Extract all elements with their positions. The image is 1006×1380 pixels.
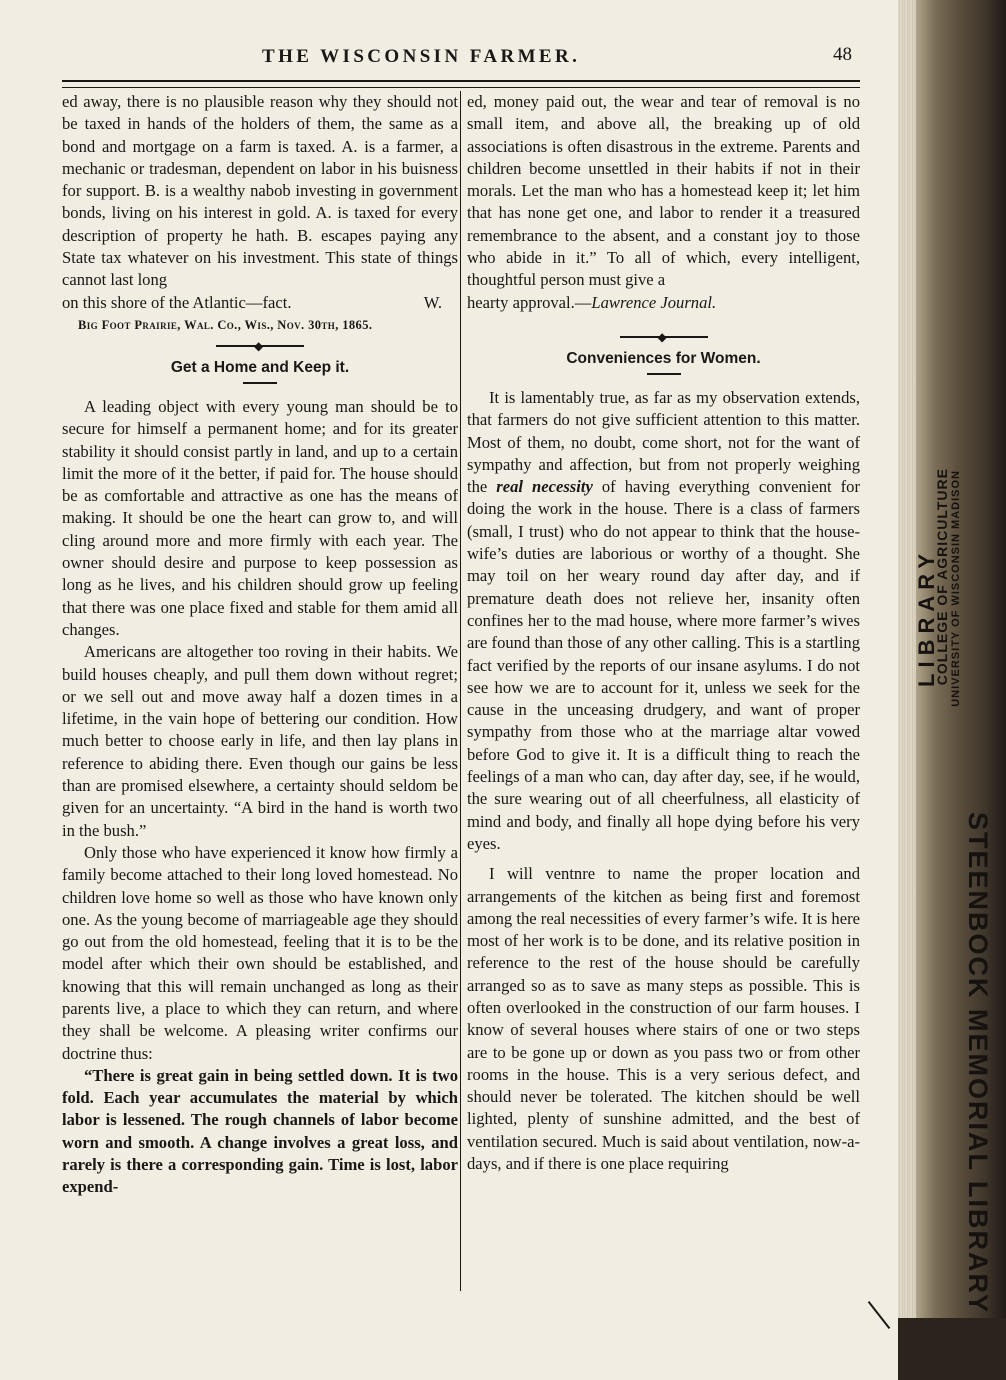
column-divider — [460, 91, 461, 1291]
header-rule-thick — [62, 80, 860, 82]
title-underline — [647, 373, 681, 375]
signature-line — [62, 292, 458, 314]
college-stamp: COLLEGE OF AGRICULTURE — [934, 468, 950, 686]
right-column — [467, 91, 860, 1175]
pencil-mark — [868, 1301, 891, 1329]
emphasized-phrase: real necessity — [496, 477, 593, 497]
source-credit — [467, 292, 860, 314]
header-rule-thin — [62, 87, 860, 88]
credit-source: Lawrence Journal. — [591, 292, 717, 312]
dateline: Big Foot Prairie, Wal. Co., Wis., Nov. 30th, 1865. — [78, 317, 373, 332]
title-underline — [243, 382, 277, 384]
text-run: of having everything convenient for doing the work in the house. There is a class of farmers (small, I trust) who do not appear to think that the house-wife’s duties are laborious or worthy of a thought. She may toil on her weary round day after day, and if premature death does not relieve her, insanity often confines her to the mad house, where more farmer’s wives are found than those of any other calling. This is a startling fact verified by the reports of our insane asylums. I do not see how we are to account for it, unless we seek for the cause in the unceasing drudgery, and want of proper sympathy from those who at the marriage altar vowed before God to give it. It is a difficult thing to reach the feelings of a man who can, day after day, see, if he would, the sure wearing out of all cheerfulness, all elasticity of mind and body, and finally all hope dying before his very eyes. — [467, 477, 860, 853]
article-title-home: Get a Home and Keep it. — [170, 358, 350, 376]
spine-shadow — [898, 1318, 1006, 1380]
library-stamp: LIBRARY — [914, 548, 939, 687]
paragraph: I will ventnre to name the proper location and arrangements of the kitchen as being first and foremost among the real necessities of every farmer’s wife. It is here most of her work is to be done, and its relative position in reference to the rest of the house should be carefully arranged so as to save as many steps as possible. This is often overlooked in the construction of our farm houses. I know of several houses where stairs of one or two steps are to be gone up or down as you pass two or from other rooms in the house. This is a very serious defect, and should never be tolerated. The kitchen should be well lighted, plenty of sunshine admitted, and the best of ventilation secured. Much is said about ventilation, now-a-days, and if there is one place requiring — [467, 864, 860, 1174]
page-number: 48 — [833, 44, 852, 65]
section-ornament — [467, 330, 860, 344]
paragraph: Americans are altogether too roving in their habits. We build houses cheaply, and pull them down without regret; or we sell out and move away half a dozen times in a lifetime, in the vain hope of bettering our condition. How much better to choose early in life, and then lay plans in reference to abiding there. Even though our gains be less than are promised elsewhere, a certainty should seldom be given for an uncertainty. “A bird in the hand is worth two in the bush.” — [62, 642, 458, 840]
page-edges — [898, 0, 916, 1380]
author-initial: W. — [423, 292, 442, 312]
article-title-conveniences: Conveniences for Women. — [566, 349, 761, 367]
credit-prefix: hearty approval.— — [467, 292, 592, 312]
section-ornament — [62, 339, 458, 353]
memorial-library-stamp: STEENBOCK MEMORIAL LIBRARY — [963, 812, 993, 1315]
paragraph: Only those who have experienced it know how firmly a family become attached to their long loved homestead. No children love home so well as those who have known only one. As the young become of marriageable age they should go out from the old homestead, feeling that it is to be the model after which their own should be established, and knowing that this will remain unchanged as long as their parents live, a place to which they can return, and where they shall be welcome. A pleasing writer confirms our doctrine thus: — [62, 842, 458, 1063]
running-title: THE WISCONSIN FARMER. — [262, 46, 581, 67]
quoted-paragraph: “There is great gain in being settled down. It is two fold. Each year accumulates the material by which labor is lessened. The rough channels of labor become worn and smooth. A change involves a great loss, and rarely is there a corresponding gain. Time is lost, labor expend- — [62, 1065, 458, 1197]
continued-paragraph: ed, money paid out, the wear and tear of removal is no small item, and above all, the breaking up of old associations is often disastrous in the extreme. Parents and children become unsettled in their habits if not in their morals. Let the man who has a homestead keep it; let him that has none get one, and labor to render it a treasured remembrance to the absent, and a constant joy to those who abide in it.” To all of which, every intelligent, thoughtful person must give a — [467, 92, 860, 290]
left-column — [62, 91, 458, 1199]
paragraph: A leading object with every young man should be to secure for himself a permanent home; and for its greater stability it should consist partly in land, and up to a certain limit the more of it the better, if paid for. The house should be as comfortable and attractive as one has the means of making. It should be one the heart can grow to, and will cling around more and more firmly with each year. The owner should desire and purpose to keep possession as long as he lives, and his children should grow up feeling that there was one place fixed and stable for them amid all changes. — [62, 396, 458, 639]
text-run: It is lamentably true, as far as my observation extends, that farmers do not give sufficient attention to this matter. Most of them, no doubt, come short, not for the want of sympathy and affection, but from not properly weighing the — [467, 387, 860, 497]
closing-line: on this shore of the Atlantic—fact. — [62, 292, 292, 312]
continued-paragraph: ed away, there is no plausible reason why they should not be taxed in hands of the holders of them, the same as a bond and mortgage on a farm is taxed. A. is a farmer, a mechanic or tradesman, dependent on labor in his buisness for support. B. is a wealthy nabob investing in government bonds, living on his interest in gold. A. is taxed for every description of property he hath. B. escapes paying any State tax whatever on his investment. This state of things cannot last long — [62, 92, 458, 290]
paragraph — [467, 387, 860, 855]
university-stamp: UNIVERSITY OF WISCONSIN MADISON — [950, 470, 962, 707]
